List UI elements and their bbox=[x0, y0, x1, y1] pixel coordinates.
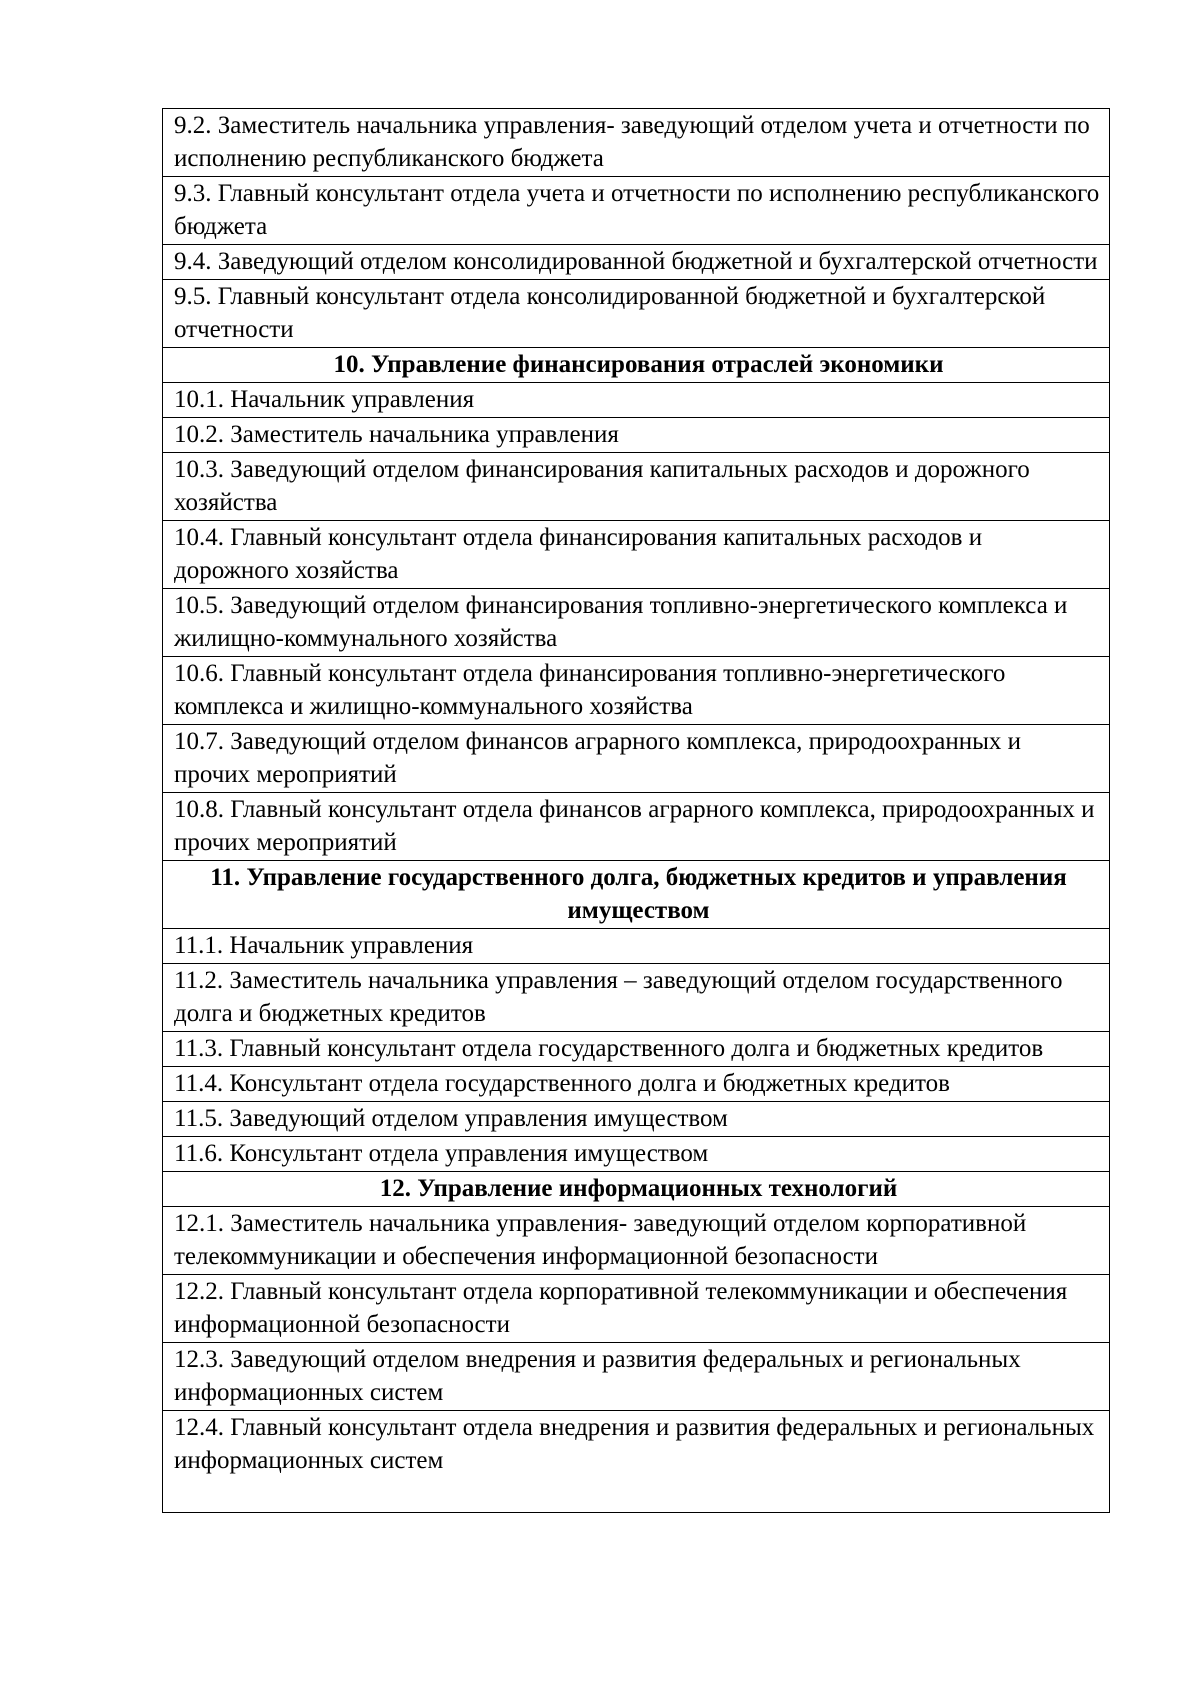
positions-table-body bbox=[163, 109, 1110, 1513]
position-row bbox=[163, 1343, 1110, 1411]
position-title: 12.3. Заведующий отделом внедрения и развития федеральных и региональных информационных систем bbox=[163, 1343, 1110, 1411]
position-title: 9.3. Главный консультант отдела учета и отчетности по исполнению республиканского бюджета bbox=[163, 177, 1110, 245]
position-title: 12.2. Главный консультант отдела корпоративной телекоммуникации и обеспечения информационной безопасности bbox=[163, 1275, 1110, 1343]
position-row bbox=[163, 1067, 1110, 1102]
position-row bbox=[163, 589, 1110, 657]
position-row bbox=[163, 1032, 1110, 1067]
position-title: 10.5. Заведующий отделом финансирования топливно-энергетического комплекса и жилищно-коммунального хозяйства bbox=[163, 589, 1110, 657]
position-title: 10.2. Заместитель начальника управления bbox=[163, 418, 1110, 453]
position-title: 9.4. Заведующий отделом консолидированной бюджетной и бухгалтерской отчетности bbox=[163, 245, 1110, 280]
position-row bbox=[163, 521, 1110, 589]
position-row bbox=[163, 453, 1110, 521]
position-title: 10.8. Главный консультант отдела финансов аграрного комплекса, природоохранных и прочих мероприятий bbox=[163, 793, 1110, 861]
position-row bbox=[163, 383, 1110, 418]
position-title: 11.6. Консультант отдела управления имуществом bbox=[163, 1137, 1110, 1172]
position-title: 11.3. Главный консультант отдела государственного долга и бюджетных кредитов bbox=[163, 1032, 1110, 1067]
position-row bbox=[163, 1275, 1110, 1343]
position-title: 11.5. Заведующий отделом управления имуществом bbox=[163, 1102, 1110, 1137]
position-row bbox=[163, 109, 1110, 177]
position-row bbox=[163, 1411, 1110, 1513]
position-row bbox=[163, 177, 1110, 245]
section-heading: 10. Управление финансирования отраслей экономики bbox=[163, 348, 1110, 383]
position-row bbox=[163, 1207, 1110, 1275]
position-title: 11.2. Заместитель начальника управления – заведующий отделом государственного долга и бюджетных кредитов bbox=[163, 964, 1110, 1032]
position-row bbox=[163, 245, 1110, 280]
position-title: 11.4. Консультант отдела государственного долга и бюджетных кредитов bbox=[163, 1067, 1110, 1102]
position-row bbox=[163, 725, 1110, 793]
section-heading-row bbox=[163, 1172, 1110, 1207]
position-row bbox=[163, 793, 1110, 861]
position-title: 12.4. Главный консультант отдела внедрения и развития федеральных и региональных информационных систем bbox=[163, 1411, 1110, 1513]
position-title: 11.1. Начальник управления bbox=[163, 929, 1110, 964]
position-title: 9.5. Главный консультант отдела консолидированной бюджетной и бухгалтерской отчетности bbox=[163, 280, 1110, 348]
position-row bbox=[163, 1137, 1110, 1172]
position-title: 9.2. Заместитель начальника управления- заведующий отделом учета и отчетности по исполнению республиканского бюджета bbox=[163, 109, 1110, 177]
position-row bbox=[163, 657, 1110, 725]
position-title: 10.7. Заведующий отделом финансов аграрного комплекса, природоохранных и прочих мероприятий bbox=[163, 725, 1110, 793]
section-heading: 11. Управление государственного долга, бюджетных кредитов и управления имуществом bbox=[163, 861, 1110, 929]
position-title: 10.3. Заведующий отделом финансирования капитальных расходов и дорожного хозяйства bbox=[163, 453, 1110, 521]
position-title: 12.1. Заместитель начальника управления- заведующий отделом корпоративной телекоммуникации и обеспечения информационной безопасности bbox=[163, 1207, 1110, 1275]
position-row bbox=[163, 418, 1110, 453]
section-heading-row bbox=[163, 861, 1110, 929]
position-row bbox=[163, 929, 1110, 964]
position-title: 10.1. Начальник управления bbox=[163, 383, 1110, 418]
position-title: 10.6. Главный консультант отдела финансирования топливно-энергетического комплекса и жилищно-коммунального хозяйства bbox=[163, 657, 1110, 725]
section-heading-row bbox=[163, 348, 1110, 383]
position-row bbox=[163, 280, 1110, 348]
position-row bbox=[163, 964, 1110, 1032]
position-row bbox=[163, 1102, 1110, 1137]
positions-table bbox=[162, 108, 1110, 1513]
section-heading: 12. Управление информационных технологий bbox=[163, 1172, 1110, 1207]
position-title: 10.4. Главный консультант отдела финансирования капитальных расходов и дорожного хозяйства bbox=[163, 521, 1110, 589]
